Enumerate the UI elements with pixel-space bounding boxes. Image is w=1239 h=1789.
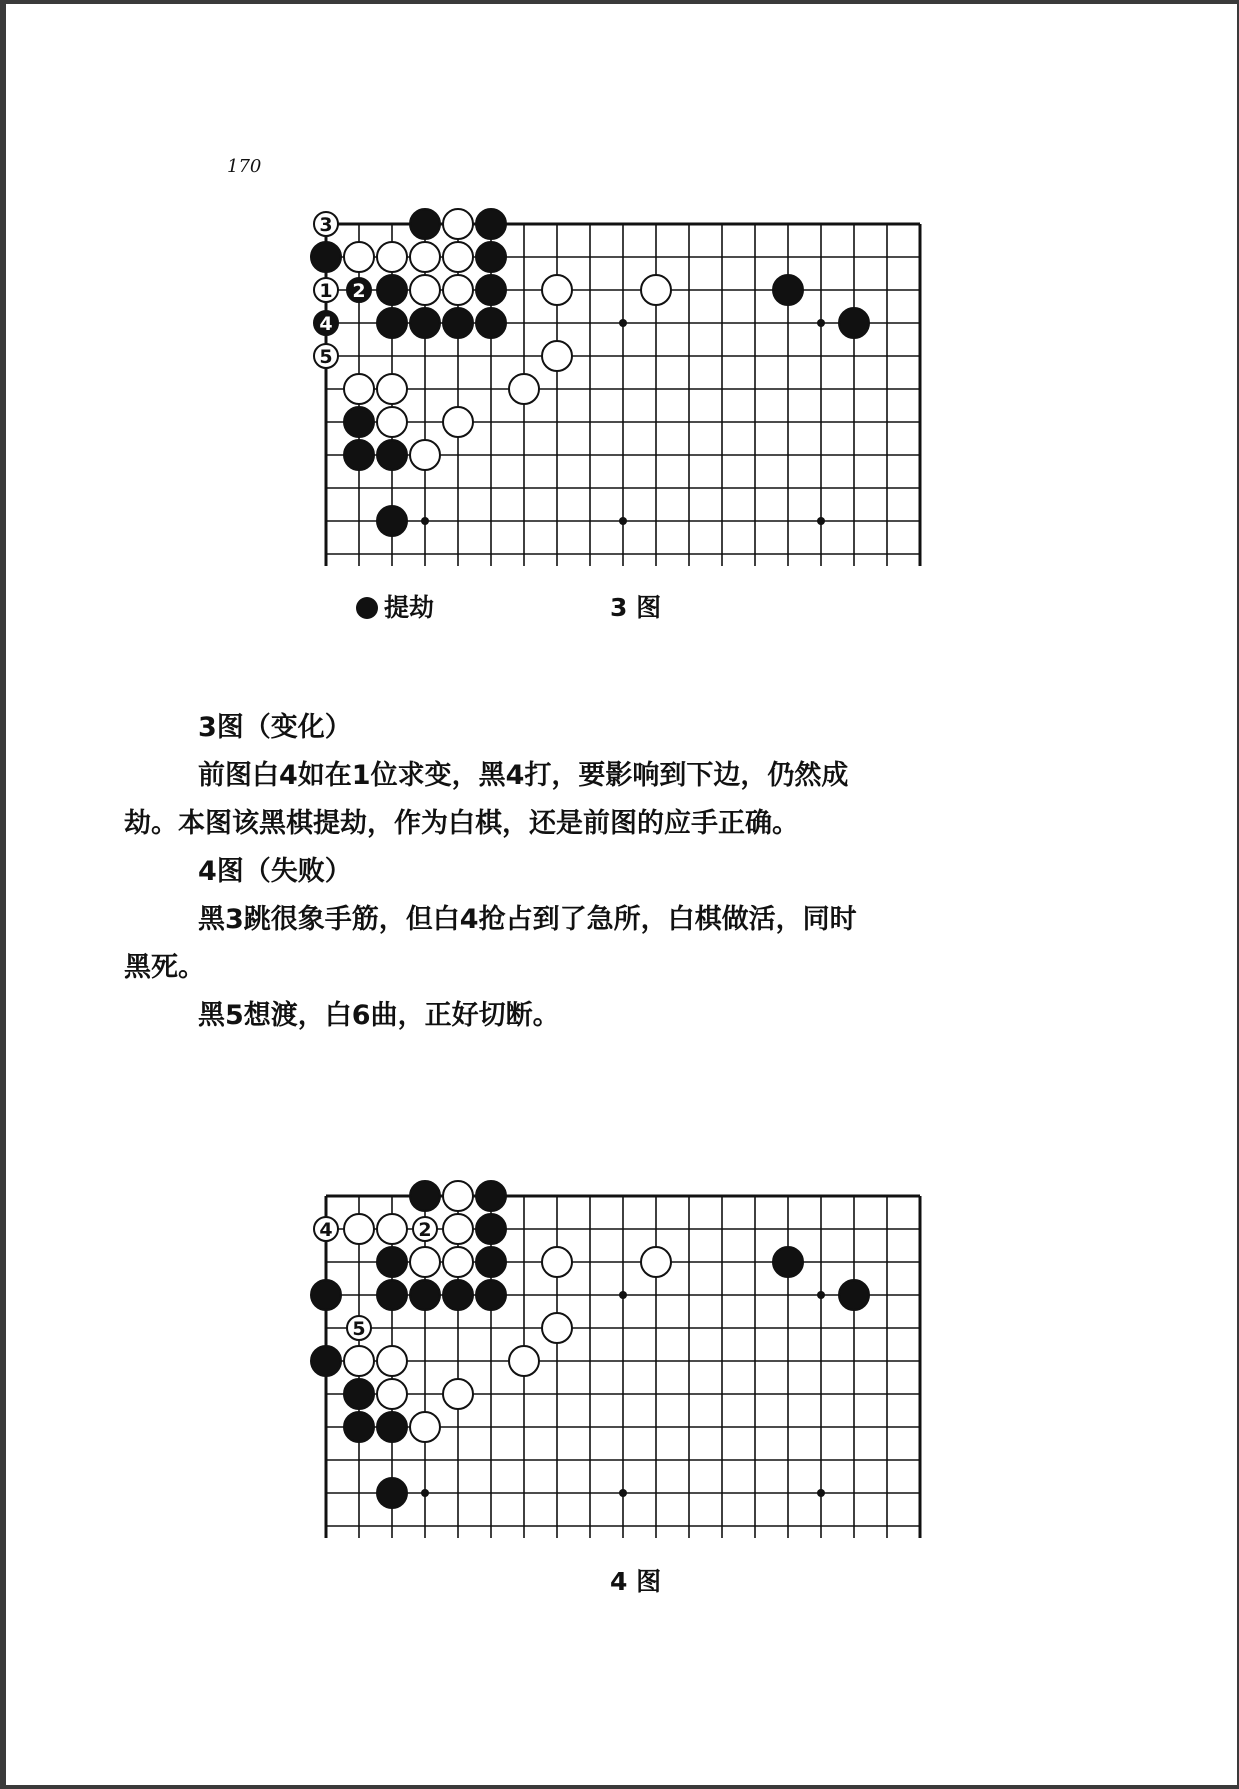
paragraph-1-line-1: 前图白4如在1位求变，黑4打，要影响到下边，仍然成: [198, 760, 849, 791]
heading-diagram-3: 3图（变化）: [198, 712, 352, 743]
white-stone: [344, 1346, 374, 1376]
white-stone: [443, 407, 473, 437]
black-stone: [377, 308, 407, 338]
black-stone: [377, 1412, 407, 1442]
black-stone: [476, 308, 506, 338]
black-stone: [377, 1280, 407, 1310]
commentary: [124, 704, 1024, 1040]
black-stone: [377, 275, 407, 305]
black-stone: [476, 1247, 506, 1277]
heading-diagram-4: 4图（失败）: [198, 856, 352, 887]
move-number: 2: [352, 280, 366, 302]
white-stone: [443, 242, 473, 272]
black-stone: [443, 1280, 473, 1310]
white-stone: [542, 341, 572, 371]
black-stone: [410, 1181, 440, 1211]
black-stone: [476, 209, 506, 239]
black-stone: [377, 440, 407, 470]
black-stone: [476, 1214, 506, 1244]
black-stone: [839, 1280, 869, 1310]
white-stone: [410, 1247, 440, 1277]
white-stone: [443, 1214, 473, 1244]
black-stone: [344, 1412, 374, 1442]
white-stone: [410, 275, 440, 305]
white-stone: [347, 1316, 371, 1340]
black-stone: [773, 275, 803, 305]
black-stone: [410, 209, 440, 239]
diagram-3-caption: 3 图: [610, 593, 662, 622]
black-stone: [410, 308, 440, 338]
black-stone: [347, 278, 371, 302]
move-number: 1: [319, 280, 333, 302]
move-number: 4: [319, 313, 333, 335]
white-stone: [344, 374, 374, 404]
grid: [326, 224, 920, 566]
white-stone: [443, 1247, 473, 1277]
white-stone: [443, 1379, 473, 1409]
white-stone: [410, 242, 440, 272]
black-stone: [410, 1280, 440, 1310]
white-stone: [377, 1379, 407, 1409]
move-number: 3: [319, 214, 333, 236]
move-number: 4: [319, 1219, 333, 1241]
black-stone: [311, 1280, 341, 1310]
star-point: [421, 517, 429, 525]
star-point: [817, 517, 825, 525]
white-stone: [509, 1346, 539, 1376]
white-stone: [314, 1217, 338, 1241]
white-stone: [413, 1217, 437, 1241]
white-stone: [377, 1214, 407, 1244]
star-point: [817, 1489, 825, 1497]
ko-legend: [356, 588, 434, 624]
star-point: [421, 1489, 429, 1497]
black-stone: [839, 308, 869, 338]
white-stone: [344, 1214, 374, 1244]
white-stone: [443, 209, 473, 239]
black-stone: [476, 275, 506, 305]
black-stone-icon: [356, 597, 378, 619]
black-stone: [314, 311, 338, 335]
white-stone: [410, 1412, 440, 1442]
white-stone: [542, 1247, 572, 1277]
white-stone: [443, 275, 473, 305]
black-stone: [377, 1247, 407, 1277]
white-stone: [377, 407, 407, 437]
black-stone: [476, 242, 506, 272]
star-point: [817, 1291, 825, 1299]
move-number: 5: [319, 346, 333, 368]
ko-label: 提劫: [384, 593, 435, 622]
white-stone: [509, 374, 539, 404]
white-stone: [641, 1247, 671, 1277]
black-stone: [311, 1346, 341, 1376]
black-stone: [344, 1379, 374, 1409]
white-stone: [377, 374, 407, 404]
white-stone: [314, 212, 338, 236]
star-point: [619, 319, 627, 327]
black-stone: [344, 407, 374, 437]
paragraph-3: 黑5想渡，白6曲，正好切断。: [198, 1000, 560, 1031]
white-stone: [314, 278, 338, 302]
black-stone: [377, 1478, 407, 1508]
white-stone: [443, 1181, 473, 1211]
book-page: [6, 4, 1237, 1785]
star-point: [619, 1291, 627, 1299]
white-stone: [542, 275, 572, 305]
white-stone: [410, 440, 440, 470]
paragraph-2-line-1: 黑3跳很象手筋，但白4抢占到了急所，白棋做活，同时: [198, 904, 857, 935]
star-point: [817, 319, 825, 327]
black-stone: [344, 440, 374, 470]
white-stone: [542, 1313, 572, 1343]
go-diagram-3: [306, 204, 936, 584]
move-number: 2: [418, 1219, 432, 1241]
white-stone: [377, 1346, 407, 1376]
paragraph-2-line-2: 黑死。: [124, 952, 205, 983]
white-stone: [314, 344, 338, 368]
black-stone: [476, 1181, 506, 1211]
black-stone: [311, 242, 341, 272]
black-stone: [773, 1247, 803, 1277]
white-stone: [344, 242, 374, 272]
move-number: 5: [352, 1318, 366, 1340]
paragraph-1-line-2: 劫。本图该黑棋提劫，作为白棋，还是前图的应手正确。: [124, 808, 799, 839]
go-diagram-4: [306, 1176, 936, 1556]
page-number: 170: [227, 156, 262, 177]
star-point: [619, 1489, 627, 1497]
diagram-4-caption: 4 图: [610, 1567, 662, 1596]
black-stone: [443, 308, 473, 338]
grid: [326, 1196, 920, 1538]
black-stone: [377, 506, 407, 536]
star-point: [619, 517, 627, 525]
black-stone: [476, 1280, 506, 1310]
white-stone: [377, 242, 407, 272]
white-stone: [641, 275, 671, 305]
